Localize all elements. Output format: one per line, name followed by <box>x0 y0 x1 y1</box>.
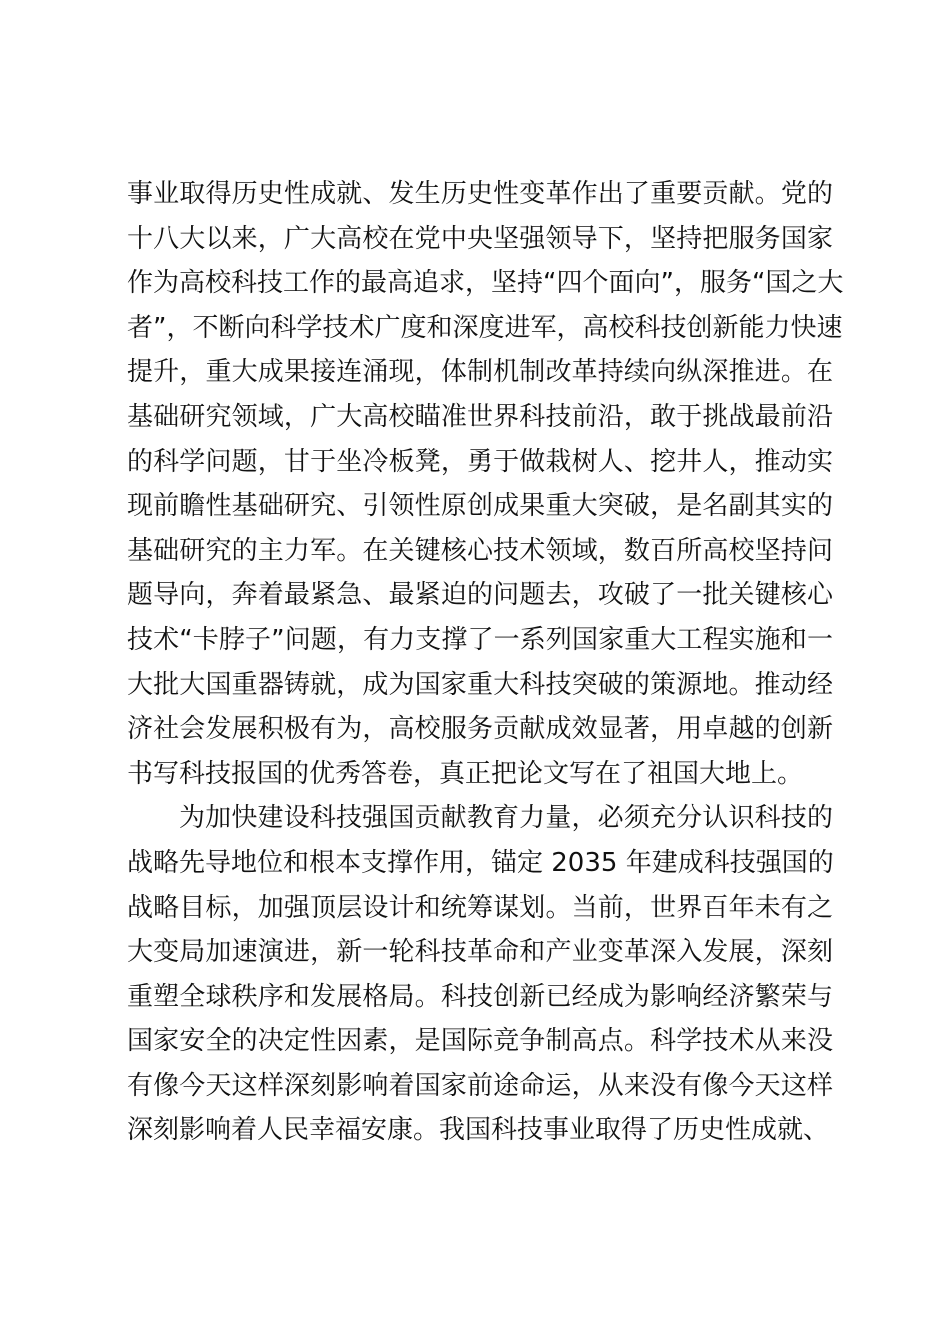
text-line: 题导向，奔着最紧急、最紧迫的问题去，攻破了一批关键核心 <box>127 580 833 611</box>
text-line: 为加快建设科技强国贡献教育力量，必须充分认识科技的 <box>179 803 833 834</box>
text-line: 书写科技报国的优秀答卷，真正把论文写在了祖国大地上。 <box>127 758 804 789</box>
text-line: 的科学问题，甘于坐冷板凳，勇于做栽树人、挖井人，推动实 <box>127 446 833 477</box>
body-text <box>127 172 844 1153</box>
text-line: 重塑全球秩序和发展格局。科技创新已经成为影响经济繁荣与 <box>127 981 833 1012</box>
text-line: 战略先导地位和根本支撑作用，锚定 2035 年建成科技强国的 <box>127 847 834 878</box>
text-line: 作为高校科技工作的最高追求，坚持“四个面向”，服务“国之大 <box>127 268 844 299</box>
text-line: 国家安全的决定性因素，是国际竞争制高点。科学技术从来没 <box>127 1026 833 1057</box>
text-line: 基础研究的主力军。在关键核心技术领域，数百所高校坚持问 <box>127 535 833 566</box>
text-line: 大变局加速演进，新一轮科技革命和产业变革深入发展，深刻 <box>127 937 833 968</box>
paragraph-1 <box>127 172 844 796</box>
text-line: 十八大以来，广大高校在党中央坚强领导下，坚持把服务国家 <box>127 223 833 254</box>
text-line: 者”，不断向科学技术广度和深度进军，高校科技创新能力快速 <box>127 312 843 343</box>
text-line: 战略目标，加强顶层设计和统筹谋划。当前，世界百年未有之 <box>127 892 833 923</box>
text-line: 提升，重大成果接连涌现，体制机制改革持续向纵深推进。在 <box>127 357 833 388</box>
text-line: 事业取得历史性成就、发生历史性变革作出了重要贡献。党的 <box>127 179 833 209</box>
text-line: 济社会发展积极有为，高校服务贡献成效显著，用卓越的创新 <box>127 714 833 745</box>
text-line: 现前瞻性基础研究、引领性原创成果重大突破，是名副其实的 <box>127 491 833 522</box>
text-line: 大批大国重器铸就，成为国家重大科技突破的策源地。推动经 <box>127 669 833 700</box>
paragraph-2 <box>127 796 833 1153</box>
text-line: 有像今天这样深刻影响着国家前途命运，从来没有像今天这样 <box>127 1070 833 1101</box>
text-line: 技术“卡脖子”问题，有力支撑了一系列国家重大工程实施和一 <box>127 624 833 655</box>
text-line: 深刻影响着人民幸福安康。我国科技事业取得了历史性成就、 <box>127 1115 830 1146</box>
text-line: 基础研究领域，广大高校瞄准世界科技前沿，敢于挑战最前沿 <box>127 401 833 432</box>
